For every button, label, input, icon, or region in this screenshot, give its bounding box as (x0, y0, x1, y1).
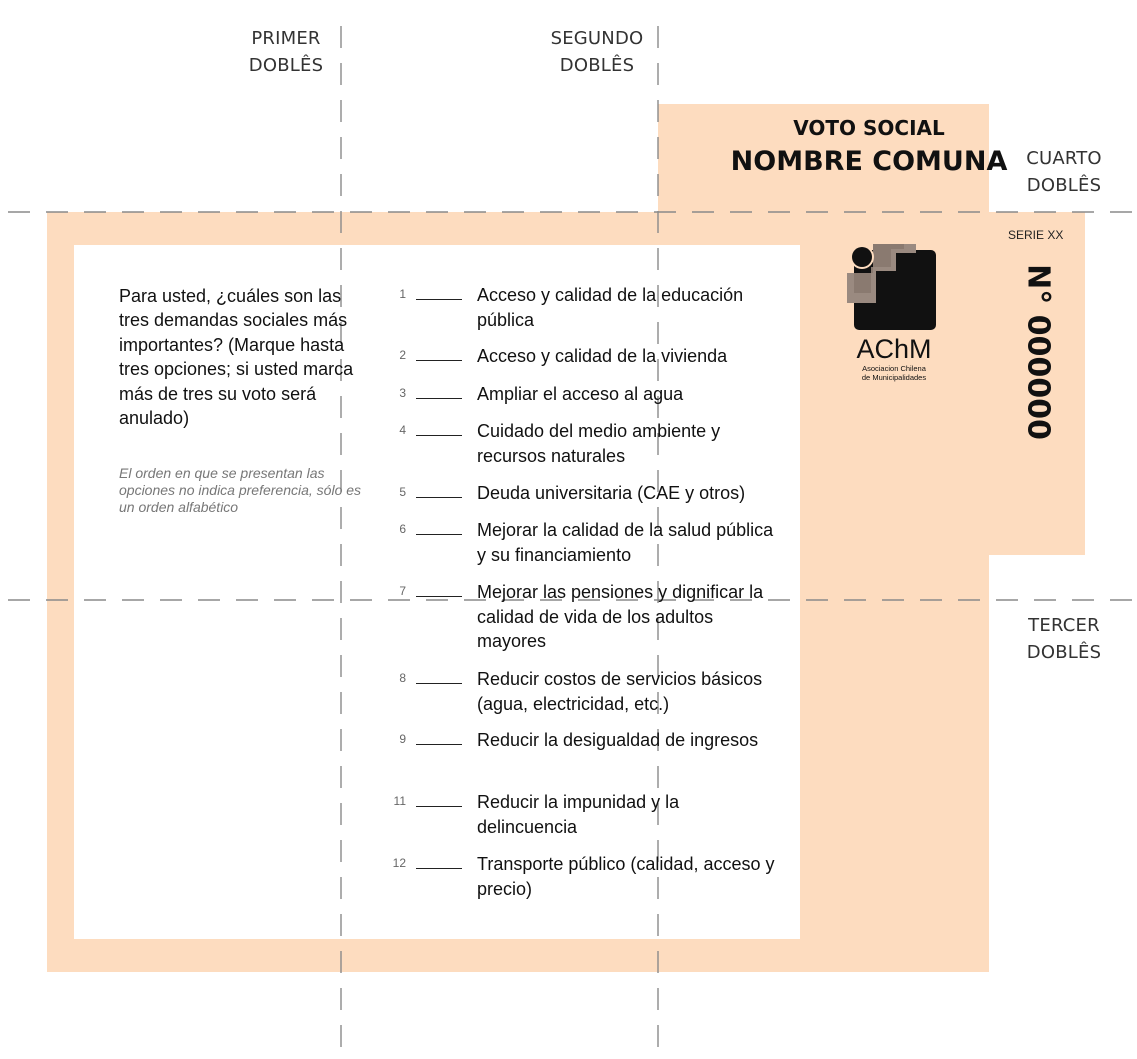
option-number: 2 (399, 348, 406, 362)
option-mark-line[interactable] (416, 360, 462, 361)
option-number: 3 (399, 386, 406, 400)
fold-label-segundo-line2: DOBLÊS (559, 55, 635, 76)
fold-label-tercer-line1: TERCER (1028, 615, 1100, 636)
ballot-title: VOTO SOCIAL (793, 116, 945, 140)
question-text: Para usted, ¿cuáles son las tres demandas sociales más importantes? (Marque hasta tres opciones; si usted marca más de tres su voto será anulado) (119, 286, 354, 429)
option-mark-line[interactable] (416, 683, 462, 684)
fold-label-primer (226, 25, 346, 79)
option-number: 11 (393, 794, 406, 808)
option-mark-line[interactable] (416, 398, 462, 399)
serial-number: N° 000000 (1020, 264, 1056, 440)
fold-label-segundo-line1: SEGUNDO (550, 28, 644, 49)
option-label: Transporte público (calidad, acceso y precio) (477, 854, 775, 899)
option-label: Deuda universitaria (CAE y otros) (477, 483, 746, 503)
option-number: 9 (399, 732, 406, 746)
option-number: 4 (399, 423, 406, 437)
option-number: 1 (399, 287, 406, 301)
option-label: Mejorar las pensiones y dignificar la calidad de vida de los adultos mayores (477, 582, 764, 651)
option-mark-line[interactable] (416, 497, 462, 498)
logo-subtitle-line2: de Municipalidades (861, 373, 927, 382)
option-label: Reducir costos de servicios básicos (agua, electricidad, etc.) (477, 669, 763, 714)
logo-name: AChM (856, 334, 932, 364)
order-note: El orden en que se presentan las opciones no indica preferencia, sólo es un orden alfabético (119, 465, 362, 515)
option-label: Reducir la desigualdad de ingresos (477, 730, 759, 750)
option-number: 7 (399, 584, 406, 598)
option-mark-line[interactable] (416, 534, 462, 535)
option-mark-line[interactable] (416, 596, 462, 597)
option-mark-line[interactable] (416, 299, 462, 300)
option-number: 5 (399, 485, 406, 499)
option-label: Cuidado del medio ambiente y recursos naturales (477, 421, 721, 466)
option-label: Ampliar el acceso al agua (477, 384, 684, 404)
option-mark-line[interactable] (416, 806, 462, 807)
fold-label-segundo (537, 25, 657, 79)
achm-logo-icon (846, 243, 938, 333)
option-mark-line[interactable] (416, 744, 462, 745)
fold-label-cuarto-line2: DOBLÊS (1026, 175, 1102, 196)
option-number: 12 (392, 856, 406, 870)
serie-label: SERIE XX (1008, 228, 1064, 242)
logo-subtitle-line1: Asociacion Chilena (862, 364, 926, 373)
fold-label-cuarto-line1: CUARTO (1026, 148, 1102, 169)
comuna-name: NOMBRE COMUNA (730, 146, 1008, 177)
fold-label-primer-line2: DOBLÊS (248, 55, 324, 76)
option-number: 6 (399, 522, 406, 536)
option-mark-line[interactable] (416, 435, 462, 436)
option-number: 8 (399, 671, 406, 685)
fold-label-tercer-line2: DOBLÊS (1026, 642, 1102, 663)
option-label: Mejorar la calidad de la salud pública y su financiamiento (477, 520, 774, 565)
fold-label-tercer (1004, 612, 1124, 666)
option-label: Reducir la impunidad y la delincuencia (477, 792, 680, 837)
option-label: Acceso y calidad de la vivienda (477, 346, 728, 366)
option-label: Acceso y calidad de la educación pública (477, 285, 744, 330)
fold-label-primer-line1: PRIMER (251, 28, 321, 49)
option-mark-line[interactable] (416, 868, 462, 869)
